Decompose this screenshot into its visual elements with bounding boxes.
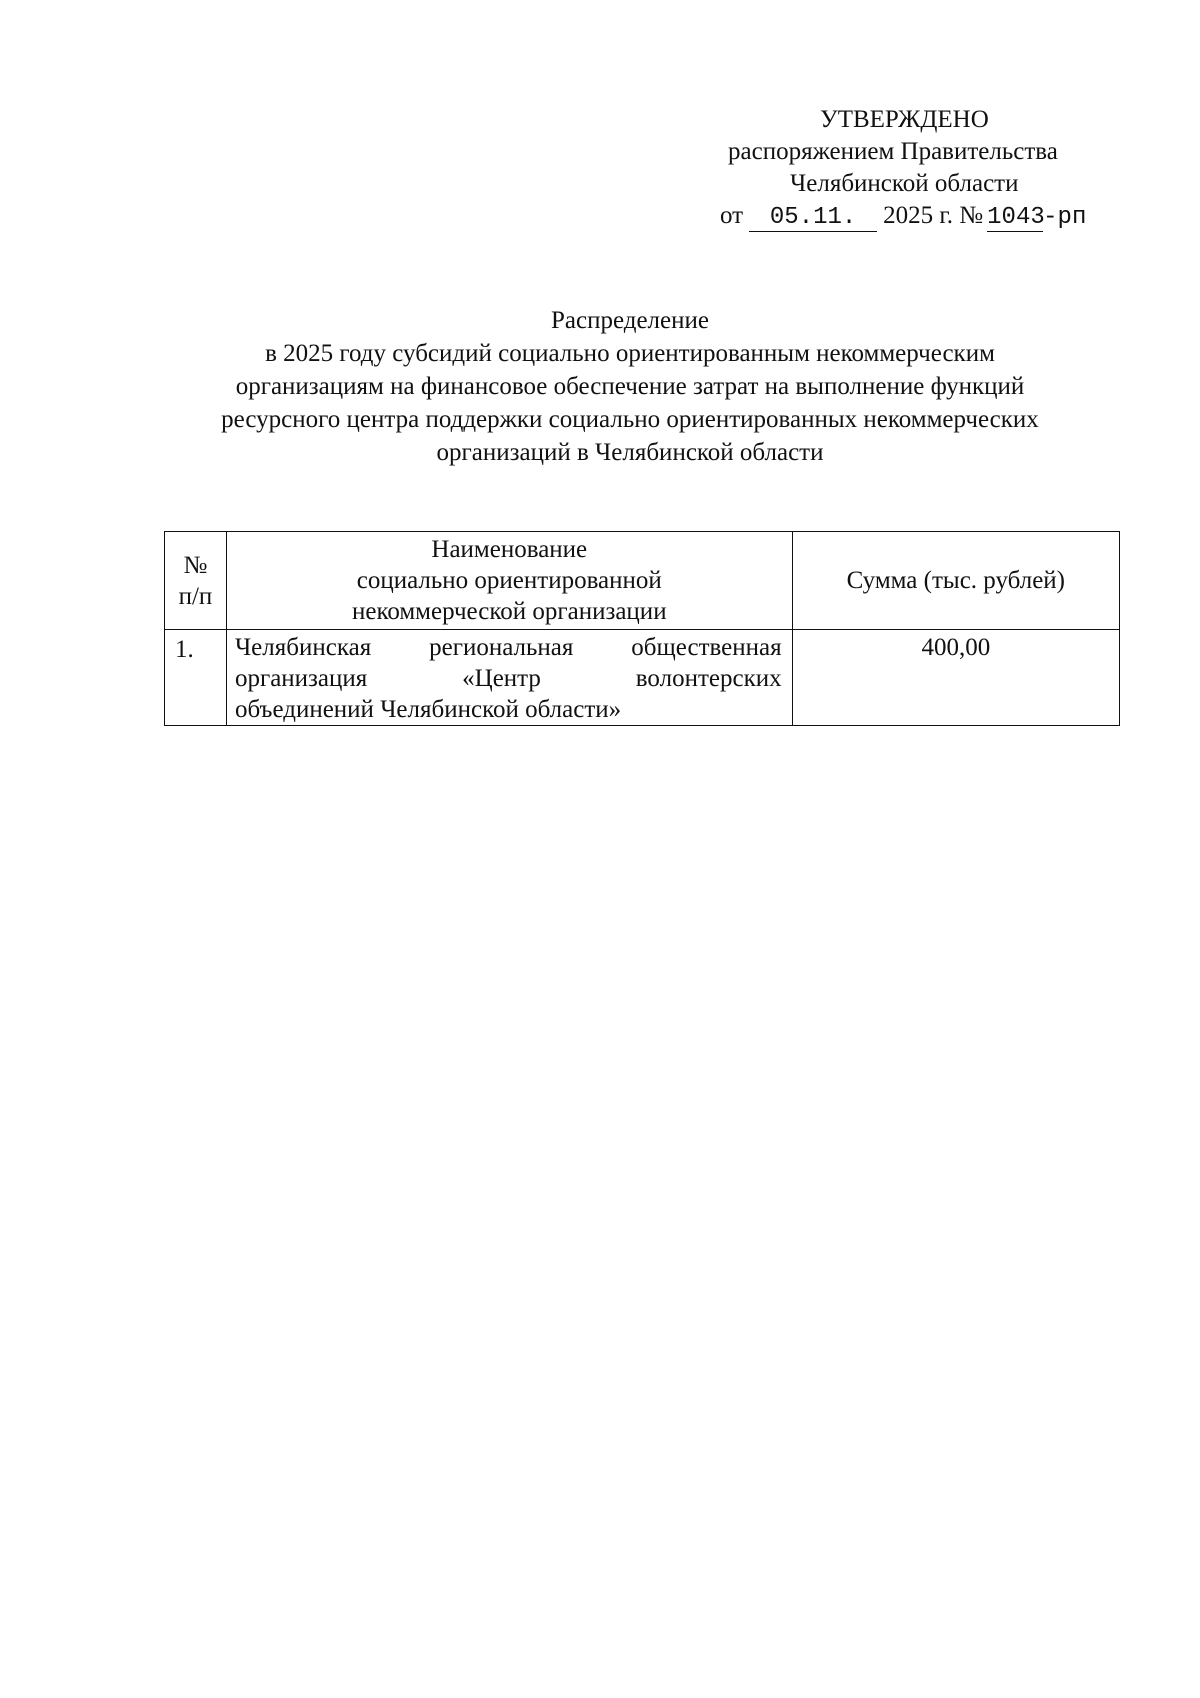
doc-number: 1043 (987, 204, 1045, 231)
header-number-symbol: № (183, 551, 208, 579)
row-sum: 400,00 (792, 630, 1119, 726)
date-prefix: от (720, 202, 744, 229)
org-word: Челябинская (234, 634, 372, 661)
header-name-line: социально ориентированной (356, 567, 662, 594)
row-number: 1. (165, 630, 227, 726)
org-name-line (235, 663, 782, 694)
header-name-line: Наименование (431, 536, 588, 563)
org-word: «Центр (462, 665, 541, 692)
header-name-line: некоммерческой организации (351, 598, 667, 625)
heading-line: организациям на финансовое обеспечение затрат на выполнение функций (235, 373, 1025, 400)
approval-title: УТВЕРЖДЕНО (820, 106, 989, 133)
org-name-line (235, 632, 782, 663)
org-name-line: объединений Челябинской области» (234, 696, 622, 723)
doc-suffix: -рп (1043, 204, 1087, 231)
approval-region: Челябинской области (790, 170, 1019, 197)
distribution-table (164, 531, 1120, 726)
table-header-row (165, 532, 1120, 630)
approval-block (720, 104, 1120, 234)
org-word: региональная (429, 634, 574, 661)
heading-line: организаций в Челябинской области (436, 439, 824, 466)
heading-title: Распределение (551, 307, 709, 334)
approval-authority: распоряжением Правительства (728, 138, 1058, 165)
table-row (165, 630, 1120, 726)
heading-line: ресурсного центра поддержки социально ориентированных некоммерческих (221, 406, 1039, 433)
header-name (226, 532, 792, 630)
document-heading (100, 304, 1160, 469)
year-text: 2025 г. № (883, 202, 984, 229)
approval-date-line (720, 200, 1120, 234)
row-organization-name (226, 630, 792, 726)
heading-line: в 2025 году субсидий социально ориентированным некоммерческим (265, 340, 995, 367)
header-sum: Сумма (тыс. рублей) (792, 532, 1119, 630)
org-word: организация (234, 665, 368, 692)
date-value: 05.11. (749, 205, 877, 232)
header-number (165, 532, 227, 630)
org-word: общественная (631, 634, 782, 661)
org-word: волонтерских (635, 665, 782, 692)
header-number-abbr: п/п (178, 582, 213, 610)
